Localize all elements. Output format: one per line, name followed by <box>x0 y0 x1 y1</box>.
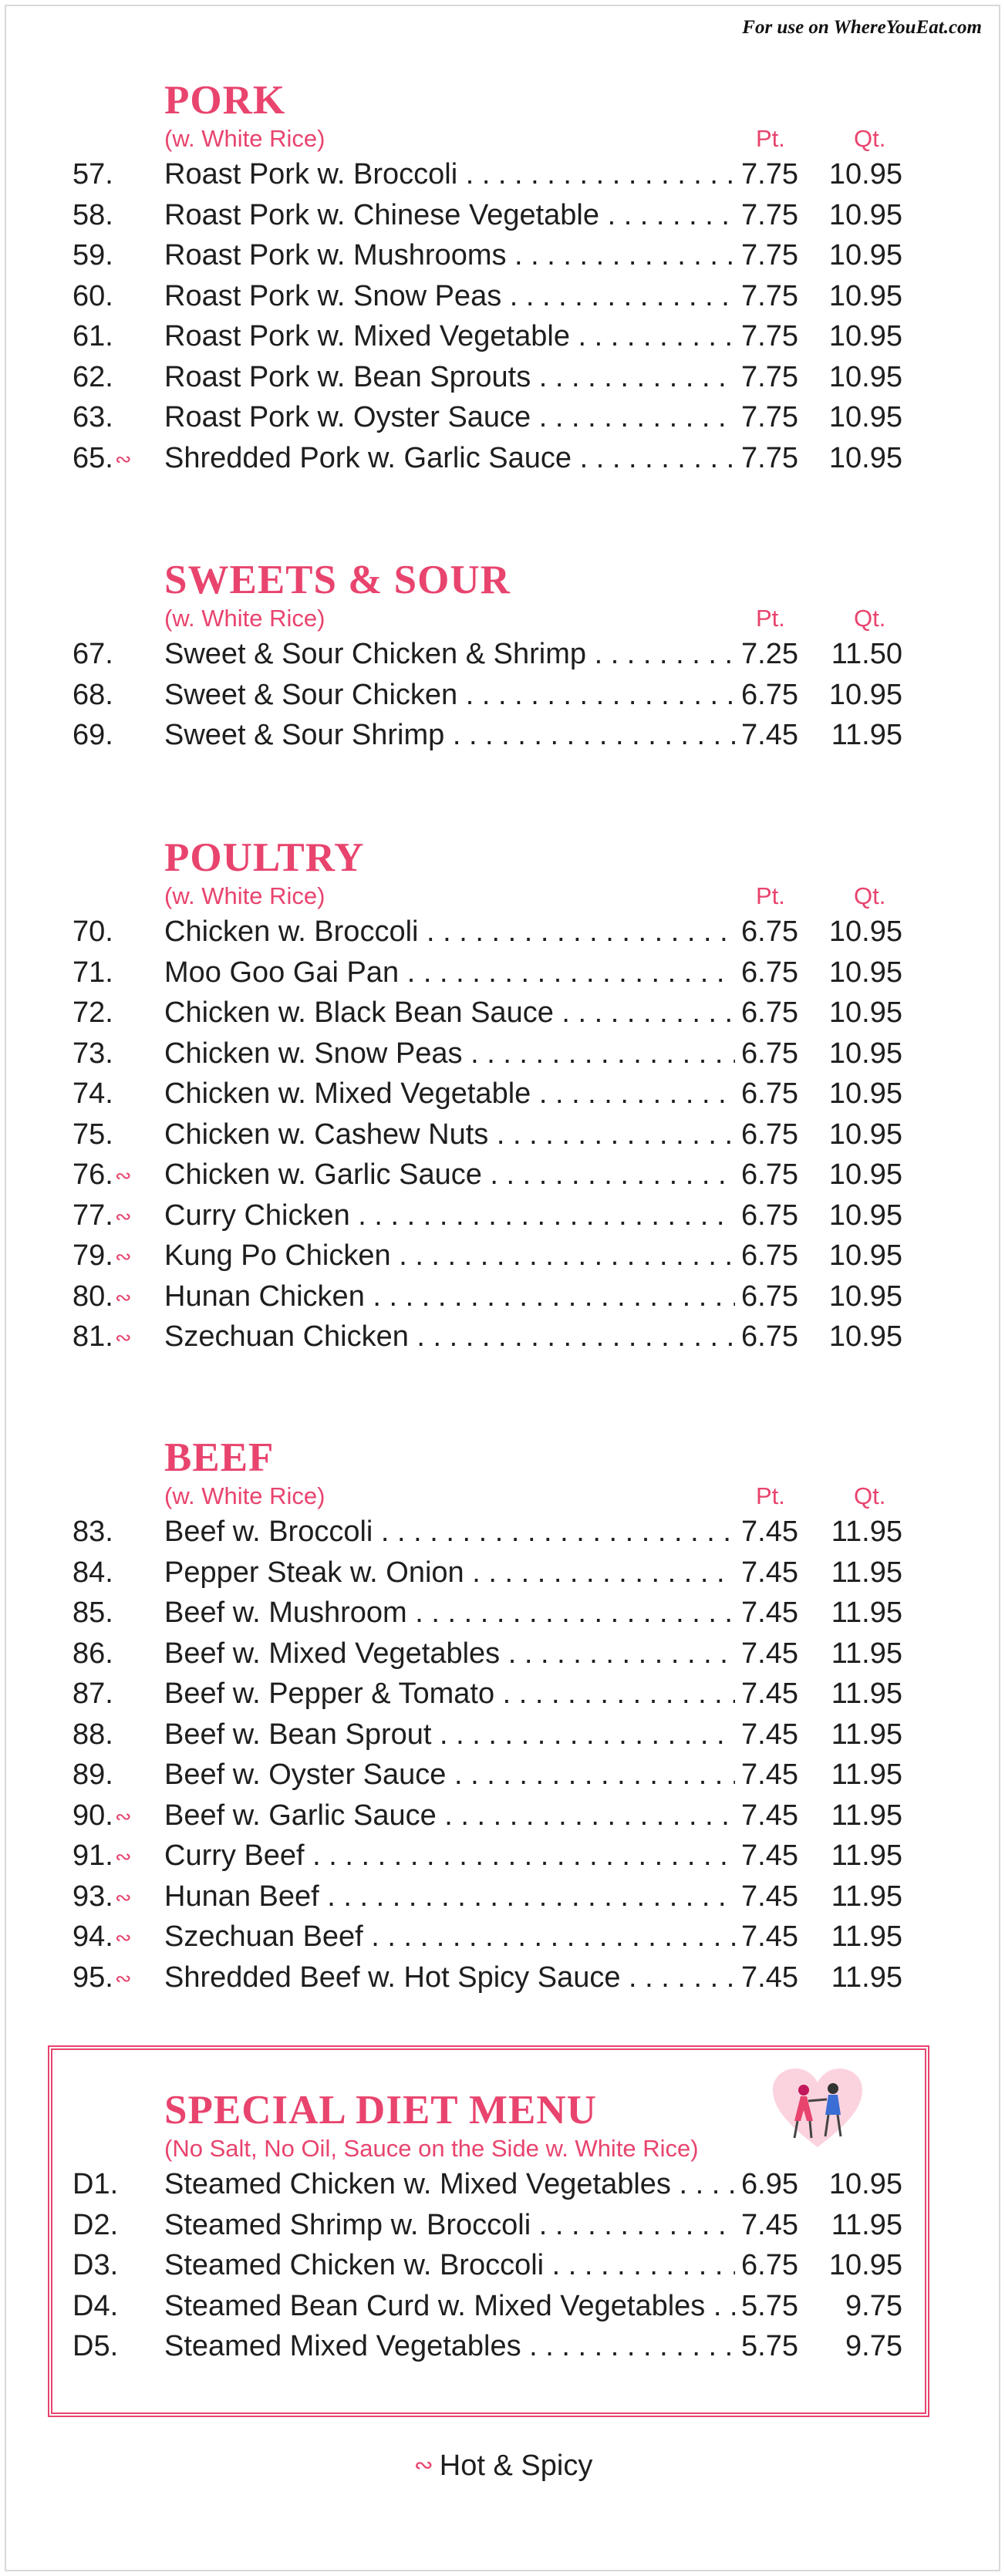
item-number: 88. <box>73 1718 113 1751</box>
hot-spicy-icon: ∾ <box>114 1245 132 1268</box>
item-name: Steamed Chicken w. Broccoli . . . <box>164 2245 735 2285</box>
legend-label: Hot & Spicy <box>439 2450 593 2482</box>
pint-price: 7.45 <box>741 1597 798 1629</box>
item-name: Szechuan Beef . . . <box>164 1917 735 1957</box>
item-number-cell <box>73 2164 156 2204</box>
pint-price: 6.75 <box>741 678 798 711</box>
item-number: 68. <box>73 678 113 711</box>
item-name: Roast Pork w. Mixed Vegetable . . . <box>164 316 735 356</box>
item-number-cell <box>73 1957 156 1998</box>
quart-column-header: Qt. <box>854 125 886 152</box>
item-number: 77. <box>73 1199 113 1232</box>
item-number: 70. <box>73 915 113 948</box>
item-name: Pepper Steak w. Onion . . . <box>164 1553 735 1593</box>
item-number: 93. <box>73 1880 113 1913</box>
quart-price: 11.95 <box>831 1880 902 1913</box>
pint-price: 6.75 <box>741 1199 798 1232</box>
menu-item <box>0 1553 1005 1593</box>
quart-price: 10.95 <box>828 996 902 1029</box>
quart-price: 10.95 <box>828 1037 902 1070</box>
menu-item <box>0 1512 1005 1553</box>
item-number-cell <box>73 438 156 479</box>
item-number-cell <box>73 276 156 316</box>
item-name: Sweet & Sour Chicken . . . <box>164 675 735 715</box>
menu-item <box>0 1276 1005 1317</box>
item-number: D2. <box>73 2208 119 2241</box>
item-name: Chicken w. Snow Peas . . . <box>164 1033 735 1074</box>
item-number-cell <box>73 634 156 674</box>
menu-item <box>0 1634 1005 1674</box>
item-name: Roast Pork w. Oyster Sauce . . . <box>164 397 735 437</box>
menu-item <box>0 397 1005 438</box>
menu-item <box>0 235 1005 276</box>
pint-price: 6.75 <box>741 956 798 989</box>
pint-price: 7.45 <box>741 1516 798 1548</box>
quart-price: 11.95 <box>831 1718 902 1751</box>
item-number: 89. <box>73 1758 113 1791</box>
item-number-cell <box>73 1074 156 1114</box>
hot-spicy-icon: ∾ <box>114 1885 132 1909</box>
menu-item <box>0 1593 1005 1634</box>
hot-spicy-icon: ∾ <box>114 1164 132 1187</box>
pint-price: 6.75 <box>741 1280 798 1313</box>
item-number-cell <box>73 912 156 952</box>
quart-price: 11.95 <box>831 1556 902 1589</box>
item-number: 63. <box>73 401 113 433</box>
menu-item-list <box>0 634 1005 756</box>
section-title: BEEF <box>164 1435 275 1480</box>
pint-price: 7.45 <box>741 1637 798 1670</box>
item-number-cell <box>73 235 156 275</box>
menu-item-list <box>0 1512 1005 1998</box>
item-name: Chicken w. Broccoli . . . <box>164 912 735 952</box>
quart-column-header: Qt. <box>854 882 886 909</box>
item-number-cell <box>73 1155 156 1195</box>
menu-item-list <box>0 2164 1005 2367</box>
item-name: Beef w. Oyster Sauce . . . <box>164 1755 735 1795</box>
pint-price: 7.45 <box>741 1556 798 1589</box>
pint-price: 6.75 <box>741 1077 798 1110</box>
menu-item <box>0 1033 1005 1074</box>
item-name: Kung Po Chicken . . . <box>164 1236 735 1276</box>
pint-column-header: Pt. <box>756 1482 785 1509</box>
item-name: Chicken w. Cashew Nuts . . . <box>164 1114 735 1155</box>
pint-price: 6.75 <box>741 1037 798 1070</box>
menu-item-list <box>0 912 1005 1357</box>
item-number: 83. <box>73 1516 113 1548</box>
quart-column-header: Qt. <box>854 605 886 632</box>
quart-price: 10.95 <box>828 198 902 231</box>
item-number-cell <box>73 1236 156 1276</box>
item-name: Steamed Bean Curd w. Mixed Vegetables . . . <box>164 2286 735 2326</box>
pint-price: 7.75 <box>741 158 798 191</box>
item-name: Beef w. Mixed Vegetables . . . <box>164 1634 735 1674</box>
item-name: Beef w. Bean Sprout . . . <box>164 1715 735 1755</box>
quart-price: 11.95 <box>831 719 902 751</box>
quart-price: 10.95 <box>828 1077 902 1110</box>
quart-price: 11.95 <box>831 1920 902 1953</box>
pint-price: 6.75 <box>741 2249 798 2281</box>
item-number: D5. <box>73 2330 119 2362</box>
item-number-cell <box>73 195 156 235</box>
pint-price: 7.45 <box>741 1799 798 1832</box>
quart-price: 10.95 <box>828 360 902 393</box>
item-number: D3. <box>73 2249 119 2281</box>
hot-spicy-icon: ∾ <box>114 1285 132 1309</box>
item-number: 65. <box>73 441 113 474</box>
pint-price: 6.75 <box>741 1239 798 1272</box>
menu-item <box>0 154 1005 195</box>
menu-item <box>0 1715 1005 1755</box>
quart-price: 11.95 <box>831 1637 902 1670</box>
item-number-cell <box>73 1553 156 1593</box>
item-number: 71. <box>73 956 113 989</box>
pint-price: 7.75 <box>741 279 798 312</box>
item-name: Roast Pork w. Bean Sprouts . . . <box>164 357 735 397</box>
quart-price: 10.95 <box>828 401 902 433</box>
pint-price: 6.75 <box>741 1118 798 1151</box>
item-name: Curry Chicken . . . <box>164 1195 735 1236</box>
item-number-cell <box>73 1593 156 1633</box>
pint-price: 7.75 <box>741 320 798 352</box>
menu-item <box>0 993 1005 1033</box>
quart-price: 11.95 <box>831 1961 902 1994</box>
item-name: Roast Pork w. Chinese Vegetable . . . <box>164 195 735 235</box>
item-name: Moo Goo Gai Pan . . . <box>164 953 735 993</box>
section-title: POULTRY <box>164 835 365 880</box>
menu-item <box>0 1755 1005 1795</box>
quart-price: 10.95 <box>828 1118 902 1151</box>
pint-column-header: Pt. <box>756 125 785 152</box>
item-name: Beef w. Broccoli . . . <box>164 1512 735 1552</box>
pint-price: 7.75 <box>741 239 798 271</box>
pint-price: 7.45 <box>741 1880 798 1913</box>
section-subtitle: (w. White Rice) <box>164 882 325 909</box>
item-number: 59. <box>73 239 113 271</box>
quart-price: 11.95 <box>831 1516 902 1548</box>
quart-price: 11.95 <box>831 1597 902 1629</box>
pint-price: 7.45 <box>741 1677 798 1710</box>
menu-item <box>0 715 1005 756</box>
menu-item <box>0 912 1005 953</box>
menu-item <box>0 2245 1005 2286</box>
item-number: 58. <box>73 198 113 231</box>
item-number: 76. <box>73 1158 113 1191</box>
menu-item <box>0 2326 1005 2367</box>
item-name: Steamed Shrimp w. Broccoli . . . <box>164 2205 735 2245</box>
menu-item <box>0 1795 1005 1836</box>
pint-price: 7.45 <box>741 1839 798 1872</box>
item-number-cell <box>73 993 156 1033</box>
quart-price: 9.75 <box>845 2289 902 2322</box>
item-name: Roast Pork w. Broccoli . . . <box>164 154 735 194</box>
item-number: 62. <box>73 360 113 393</box>
menu-item <box>0 1836 1005 1876</box>
quart-price: 10.95 <box>828 1239 902 1272</box>
item-number-cell <box>73 2205 156 2245</box>
item-number: 80. <box>73 1280 113 1313</box>
item-name: Beef w. Garlic Sauce . . . <box>164 1795 735 1836</box>
quart-price: 10.95 <box>828 158 902 191</box>
item-number: 90. <box>73 1799 113 1832</box>
item-number: 74. <box>73 1077 113 1110</box>
item-number-cell <box>73 1876 156 1917</box>
menu-item <box>0 1876 1005 1917</box>
section-title: SWEETS & SOUR <box>164 558 511 602</box>
menu-item <box>0 1317 1005 1357</box>
item-number-cell <box>73 1195 156 1236</box>
pint-price: 7.75 <box>741 360 798 393</box>
menu-item <box>0 1074 1005 1114</box>
item-number: 86. <box>73 1637 113 1670</box>
menu-item <box>0 1957 1005 1998</box>
item-number-cell <box>73 2245 156 2285</box>
menu-item <box>0 276 1005 317</box>
pint-price: 6.75 <box>741 1320 798 1353</box>
item-number-cell <box>73 316 156 356</box>
quart-column-header: Qt. <box>854 1482 886 1509</box>
menu-item <box>0 357 1005 398</box>
item-number-cell <box>73 1836 156 1876</box>
hot-spicy-icon: ∾ <box>114 1804 132 1828</box>
quart-price: 10.95 <box>828 956 902 989</box>
item-number-cell <box>73 715 156 755</box>
section-subtitle: (No Salt, No Oil, Sauce on the Side w. White Rice) <box>164 2135 699 2162</box>
menu-item <box>0 316 1005 357</box>
menu-item <box>0 438 1005 479</box>
item-number: 69. <box>73 719 113 751</box>
item-name: Sweet & Sour Shrimp . . . <box>164 715 735 755</box>
quart-price: 10.95 <box>828 678 902 711</box>
pint-price: 6.75 <box>741 996 798 1029</box>
pint-price: 7.45 <box>741 719 798 751</box>
pint-column-header: Pt. <box>756 605 785 632</box>
item-number: 73. <box>73 1037 113 1070</box>
pint-price: 7.45 <box>741 1920 798 1953</box>
menu-item <box>0 1917 1005 1957</box>
pint-price: 7.45 <box>741 2208 798 2241</box>
item-name: Beef w. Pepper & Tomato . . . <box>164 1674 735 1714</box>
item-number-cell <box>73 1674 156 1714</box>
menu-item-list <box>0 154 1005 478</box>
item-number-cell <box>73 675 156 715</box>
item-number: 79. <box>73 1239 113 1272</box>
item-number-cell <box>73 1033 156 1074</box>
item-number: 67. <box>73 638 113 670</box>
quart-price: 10.95 <box>828 1280 902 1313</box>
item-number-cell <box>73 1715 156 1755</box>
item-name: Roast Pork w. Snow Peas . . . <box>164 276 735 316</box>
item-number: 60. <box>73 279 113 312</box>
hot-spicy-icon: ∾ <box>114 1845 132 1868</box>
item-number-cell <box>73 953 156 993</box>
item-name: Shredded Pork w. Garlic Sauce . . . <box>164 438 735 478</box>
pint-price: 6.75 <box>741 1158 798 1191</box>
pint-price: 5.75 <box>741 2289 798 2322</box>
section-subtitle: (w. White Rice) <box>164 605 325 632</box>
item-number-cell <box>73 1114 156 1155</box>
quart-price: 11.95 <box>831 1758 902 1791</box>
quart-price: 11.95 <box>831 1799 902 1832</box>
section-title: PORK <box>164 78 286 123</box>
item-number: 81. <box>73 1320 113 1353</box>
hot-spicy-icon: ∾ <box>114 1204 132 1228</box>
item-number: 57. <box>73 158 113 191</box>
item-name: Roast Pork w. Mushrooms . . . <box>164 235 735 275</box>
item-number-cell <box>73 2326 156 2366</box>
pint-price: 7.75 <box>741 198 798 231</box>
menu-item <box>0 2164 1005 2205</box>
quart-price: 10.95 <box>828 2168 902 2200</box>
pint-price: 7.25 <box>741 638 798 670</box>
section-subtitle: (w. White Rice) <box>164 1482 325 1509</box>
menu-item <box>0 1195 1005 1236</box>
quart-price: 11.95 <box>831 2208 902 2241</box>
heart-couple-icon <box>771 2067 864 2152</box>
quart-price: 10.95 <box>828 320 902 352</box>
item-number-cell <box>73 1276 156 1317</box>
menu-item <box>0 675 1005 716</box>
item-name: Beef w. Mushroom . . . <box>164 1593 735 1633</box>
pint-price: 7.45 <box>741 1758 798 1791</box>
quart-price: 10.95 <box>828 1199 902 1232</box>
item-number: 95. <box>73 1961 113 1994</box>
item-name: Shredded Beef w. Hot Spicy Sauce . . . <box>164 1957 735 1998</box>
menu-item <box>0 2205 1005 2246</box>
quart-price: 11.95 <box>831 1839 902 1872</box>
item-number: D4. <box>73 2289 119 2322</box>
item-number-cell <box>73 2286 156 2326</box>
hot-spicy-icon: ∾ <box>114 1966 132 1990</box>
menu-item <box>0 2286 1005 2327</box>
hot-spicy-icon: ∾ <box>114 1326 132 1349</box>
item-number-cell <box>73 1317 156 1357</box>
pint-column-header: Pt. <box>756 882 785 909</box>
item-number: 61. <box>73 320 113 352</box>
item-name: Hunan Beef . . . <box>164 1876 735 1917</box>
item-number-cell <box>73 1917 156 1957</box>
item-name: Chicken w. Mixed Vegetable . . . <box>164 1074 735 1114</box>
item-name: Curry Beef . . . <box>164 1836 735 1876</box>
hot-spicy-icon: ∾ <box>114 1926 132 1949</box>
menu-item <box>0 634 1005 675</box>
section-title: SPECIAL DIET MENU <box>164 2088 597 2133</box>
section-subtitle: (w. White Rice) <box>164 125 325 152</box>
item-number-cell <box>73 1634 156 1674</box>
item-name: Hunan Chicken . . . <box>164 1276 735 1317</box>
item-name: Sweet & Sour Chicken & Shrimp . . . <box>164 634 735 674</box>
quart-price: 9.75 <box>845 2330 902 2362</box>
quart-price: 10.95 <box>828 441 902 474</box>
item-name: Steamed Mixed Vegetables . . . <box>164 2326 735 2366</box>
quart-price: 10.95 <box>828 279 902 312</box>
quart-price: 10.95 <box>828 1158 902 1191</box>
pint-price: 6.75 <box>741 915 798 948</box>
pint-price: 7.75 <box>741 441 798 474</box>
menu-item <box>0 953 1005 993</box>
item-name: Szechuan Chicken . . . <box>164 1317 735 1357</box>
pint-price: 5.75 <box>741 2330 798 2362</box>
menu-item <box>0 1674 1005 1715</box>
item-number: 84. <box>73 1556 113 1589</box>
item-name: Chicken w. Garlic Sauce . . . <box>164 1155 735 1195</box>
menu-item <box>0 195 1005 236</box>
item-number: 87. <box>73 1677 113 1710</box>
item-number-cell <box>73 154 156 194</box>
quart-price: 10.95 <box>828 2249 902 2281</box>
item-number: 75. <box>73 1118 113 1151</box>
hot-spicy-icon: ∾ <box>413 2453 433 2478</box>
pint-price: 7.45 <box>741 1961 798 1994</box>
item-number-cell <box>73 1795 156 1836</box>
quart-price: 10.95 <box>828 1320 902 1353</box>
item-number: D1. <box>73 2168 119 2200</box>
item-number: 72. <box>73 996 113 1029</box>
item-number: 91. <box>73 1839 113 1872</box>
item-number-cell <box>73 1755 156 1795</box>
item-number: 85. <box>73 1597 113 1629</box>
menu-item <box>0 1155 1005 1195</box>
legend <box>0 2446 1005 2485</box>
menu-item <box>0 1114 1005 1155</box>
item-name: Steamed Chicken w. Mixed Vegetables . . . <box>164 2164 735 2204</box>
hot-spicy-icon: ∾ <box>114 447 132 470</box>
item-number-cell <box>73 357 156 397</box>
item-name: Chicken w. Black Bean Sauce . . . <box>164 993 735 1033</box>
item-number-cell <box>73 1512 156 1552</box>
item-number-cell <box>73 397 156 437</box>
item-number: 94. <box>73 1920 113 1953</box>
quart-price: 10.95 <box>828 915 902 948</box>
quart-price: 11.50 <box>831 638 902 670</box>
pint-price: 7.45 <box>741 1718 798 1751</box>
menu-item <box>0 1236 1005 1276</box>
quart-price: 10.95 <box>828 239 902 271</box>
pint-price: 6.95 <box>741 2168 798 2200</box>
site-credit: For use on WhereYouEat.com <box>742 17 982 38</box>
quart-price: 11.95 <box>831 1677 902 1710</box>
pint-price: 7.75 <box>741 401 798 433</box>
